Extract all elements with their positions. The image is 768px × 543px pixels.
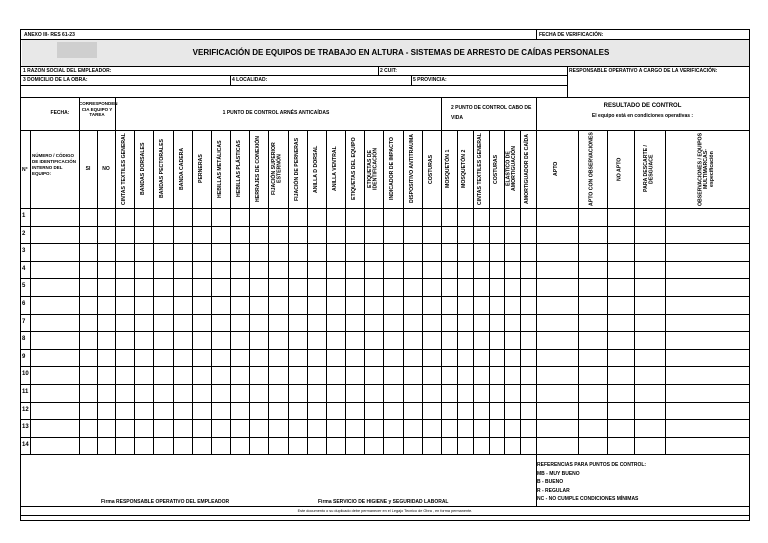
footer-note: Este documento o su duplicado debe permanecer en el Legajo Tecnico de Obra , en forma permanente. xyxy=(297,509,473,513)
harness-column-header: BANDAS PECTORALES xyxy=(159,139,166,199)
corresponds-label: CORRESPONDEN CIA EQUIPO Y TAREA xyxy=(79,101,118,117)
harness-column-header: ETIQUETAS DE IDENTIFICACIÓN xyxy=(367,147,379,191)
date-label: FECHA: xyxy=(50,110,70,116)
harness-column-header: INDICADOR DE IMPACTO xyxy=(389,137,396,201)
lanyard-column-header: MOSQUETÓN 2 xyxy=(460,149,467,189)
address-label: 3 DOMICILIO DE LA OBRA: xyxy=(23,77,88,83)
harness-column-header: FIJACIÓN DE PERNERAS xyxy=(293,137,300,201)
row-number: 9 xyxy=(22,353,26,360)
harness-column-header: ANILLA VENTRAL xyxy=(331,146,338,192)
harness-column-header: BANDAS DORSALES xyxy=(139,142,146,196)
row-number: 1 xyxy=(22,213,26,219)
harness-column-header: PERNERAS xyxy=(197,154,204,184)
signature-hygiene: Firma SERVICIO DE HIGIENE y SEGURIDAD LABORAL xyxy=(318,499,449,505)
row-number: 4 xyxy=(22,265,26,272)
harness-column-header: HERRAJES DE CONEXIÓN xyxy=(255,136,262,203)
result-column-header: OBSERVACIONES / EQUIPOS MULTIMARCAS- especificación xyxy=(697,132,715,206)
row-number: 10 xyxy=(22,371,29,378)
harness-column-header: COSTURAS xyxy=(427,154,434,184)
reference-mb: MB - MUY BUENO xyxy=(537,470,580,477)
responsible-label: RESPONSABLE OPERATIVO A CARGO DE LA VERIFICACIÓN: xyxy=(569,68,718,74)
reference-r: R - REGULAR xyxy=(537,487,570,494)
row-number: 6 xyxy=(22,301,26,307)
id-col-label: NÚMERO / CÓDIGO DE IDENTIFICACIÓN INTERNO DEL EQUIPO: xyxy=(32,153,77,176)
section-harness-title: 1 PUNTO DE CONTROL ARNÉS ANTICAÍDAS xyxy=(222,110,330,116)
employer-label: 1 RAZON SOCIAL DEL EMPLEADOR: xyxy=(23,68,112,74)
cuit-label: 2 CUIT: xyxy=(380,68,397,74)
page-title: VERIFICACIÓN DE EQUIPOS DE TRABAJO EN ALTURA - SISTEMAS DE ARRESTO DE CAÍDAS PERSONALES xyxy=(192,48,610,57)
harness-column-header: ETIQUETAS DEL EQUIPO xyxy=(350,137,357,201)
locality-label: 4 LOCALIDAD: xyxy=(232,77,268,83)
row-number: 3 xyxy=(22,248,26,255)
lanyard-column-header: MOSQUETÓN 1 xyxy=(445,149,452,189)
harness-column-header: FIJACIÓN SUPERIOR ESTERNÓN xyxy=(271,142,283,196)
row-number: 11 xyxy=(22,389,29,395)
result-column-header: APTO CON OBSERVACIONES xyxy=(588,132,595,206)
result-title: RESULTADO DE CONTROL xyxy=(603,103,682,109)
signature-employer: Firma RESPONSABLE OPERATIVO DEL EMPLEADOR xyxy=(101,499,230,505)
section-lanyard-title: 2 PUNTO DE CONTROL CABO DE VIDA xyxy=(451,105,532,121)
harness-column-header: BANDA CADERA xyxy=(178,147,185,191)
reference-b: B - BUENO xyxy=(537,479,564,485)
row-number: 2 xyxy=(22,230,26,237)
row-number: 5 xyxy=(22,283,26,290)
harness-column-header: DISPOSITIVO ANTITRAUMA xyxy=(408,134,415,204)
result-column-header: APTO xyxy=(553,161,560,177)
no-col-label: NO xyxy=(102,166,110,172)
references-title: REFERENCIAS PARA PUNTOS DE CONTROL: xyxy=(537,462,647,468)
logo-placeholder xyxy=(57,42,97,58)
harness-column-header: HEBILLAS METÁLICAS xyxy=(216,140,223,198)
row-number: 13 xyxy=(22,424,29,431)
row-number: 12 xyxy=(22,406,29,413)
reference-nc: NC - NO CUMPLE CONDICIONES MÍNIMAS xyxy=(537,496,639,502)
harness-column-header: ANILLA D DORSAL xyxy=(312,145,319,193)
form-sheet xyxy=(20,29,750,521)
row-number: 7 xyxy=(22,318,26,325)
lanyard-column-header: AMORTIGUADOR DE CAÍDA xyxy=(524,133,531,205)
result-subtitle: El equipo está en condiciones operativas : xyxy=(591,113,694,119)
row-number: 14 xyxy=(22,441,29,448)
references-block xyxy=(537,461,646,504)
lanyard-column-header: ELÁSTICO DE AMORTIGUACIÓN xyxy=(505,146,518,192)
lanyard-column-header: CINTAS TEXTILES GENERAL xyxy=(476,133,483,205)
result-column-header: NO APTO xyxy=(616,157,623,181)
annex-code: ANEXO III- RES 61-23 xyxy=(24,32,75,38)
verification-date-label: FECHA DE VERIFICACIÓN: xyxy=(539,32,604,38)
province-label: 5 PROVINCIA: xyxy=(413,77,447,83)
number-col-label: N° xyxy=(22,167,28,173)
lanyard-column-header: COSTURAS xyxy=(492,154,499,184)
harness-column-header: CINTAS TEXTILES GENERAL xyxy=(120,133,127,205)
harness-column-header: HEBILLAS PLÁSTICAS xyxy=(235,140,242,198)
row-number: 8 xyxy=(22,336,26,343)
si-col-label: SI xyxy=(85,166,91,172)
result-column-header: PARA DESCARTE / DESGUACE xyxy=(642,145,655,193)
